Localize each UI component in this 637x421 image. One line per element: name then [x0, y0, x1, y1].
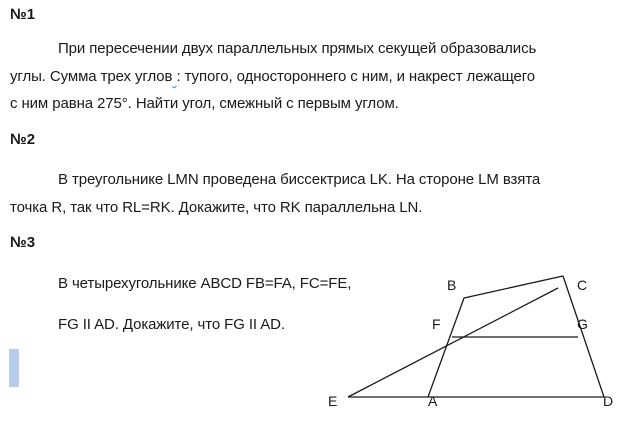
- problem-1-number: №1: [10, 6, 36, 23]
- problem-3-line-2: FG II AD. Докажите, что FG II AD.: [58, 316, 285, 333]
- label-C: C: [577, 277, 588, 293]
- problem-2-number: №2: [10, 131, 36, 148]
- segment-BA: [428, 298, 464, 397]
- problem-2-line-1: В треугольнике LMN проведена биссектриса LK. На стороне LM взята: [58, 171, 541, 188]
- label-D: D: [603, 393, 614, 409]
- problem-3-number: №3: [10, 234, 36, 251]
- problem-2-line-2: точка R, так что RL=RK. Докажите, что RK параллельна LN.: [10, 199, 423, 216]
- problem-1-line-1: При пересечении двух параллельных прямых секущей образовались: [58, 40, 537, 57]
- problem-1-line-2-end: : тупого, одностороннего с ним, и накрест лежащего: [176, 68, 536, 85]
- segment-BC: [464, 276, 563, 298]
- segment-EC: [348, 288, 558, 397]
- problem-3-line-1: В четырехугольнике ABCD FB=FA, FC=FE,: [58, 275, 352, 292]
- label-B: B: [447, 277, 457, 293]
- label-G: G: [577, 316, 588, 332]
- label-F: F: [432, 316, 441, 332]
- problem-1-line-3: с ним равна 275°. Найти угол, смежный с первым углом.: [10, 95, 399, 112]
- problem-1-line-2-start: углы. Сумма трех углов: [10, 68, 173, 85]
- label-A: A: [428, 393, 438, 409]
- label-E: E: [328, 393, 338, 409]
